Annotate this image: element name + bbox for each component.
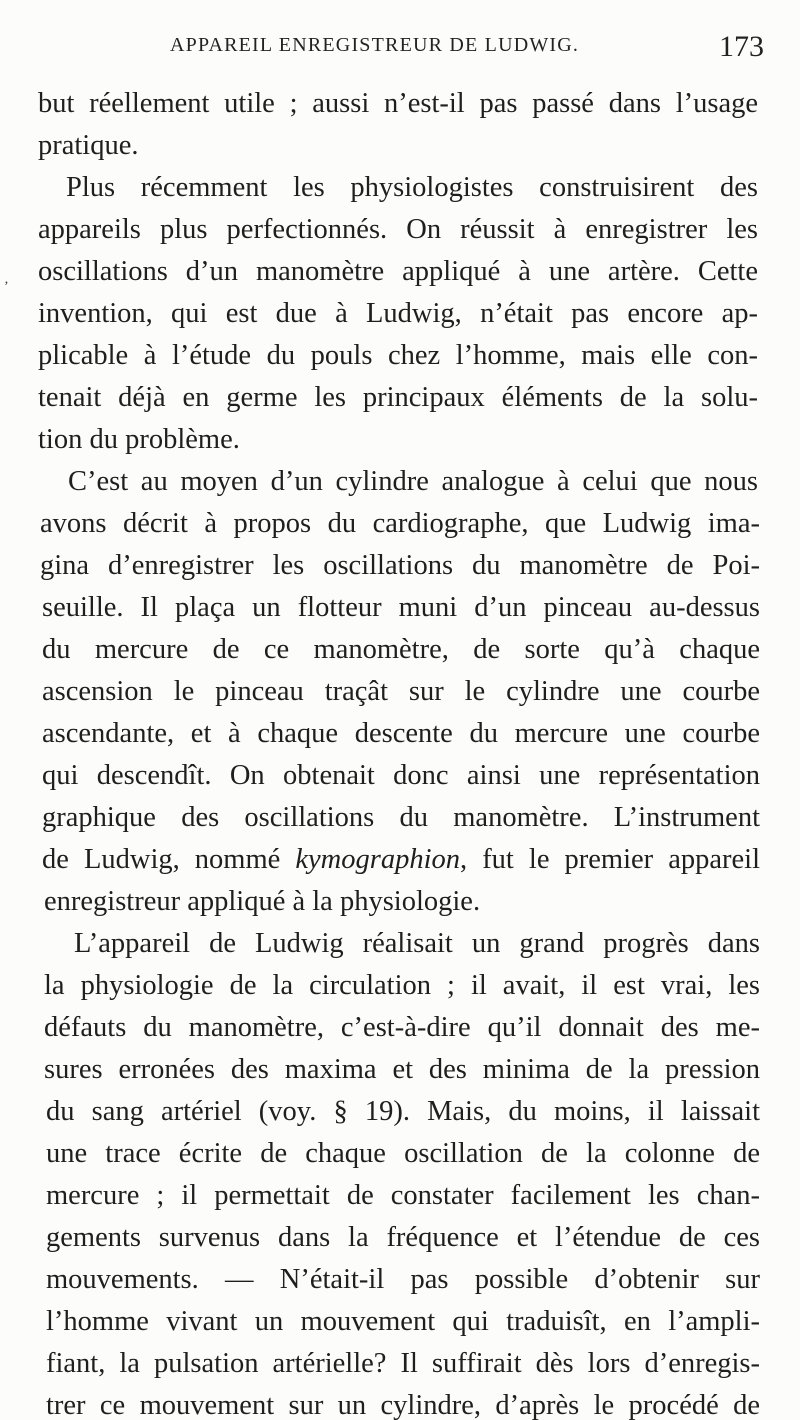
- text-line: but réellement utile ; aussi n’est-il pas passé dans l’usage: [38, 88, 758, 119]
- text-line: appareils plus perfectionnés. On réussit à enregistrer les: [38, 214, 758, 245]
- text-line: du mercure de ce manomètre, de sorte qu’à chaque: [42, 634, 760, 665]
- text-line: avons décrit à propos du cardiographe, que Ludwig ima-: [40, 508, 760, 539]
- text-line: défauts du manomètre, c’est-à-dire qu’il donnait des me-: [44, 1012, 760, 1043]
- text-line: tion du problème.: [38, 424, 240, 455]
- text-line: Plus récemment les physiologistes construisirent des: [66, 172, 758, 203]
- text-line: gements survenus dans la fréquence et l’étendue de ces: [46, 1222, 760, 1253]
- text-segment: de Ludwig, nommé: [42, 844, 296, 875]
- text-line: fiant, la pulsation artérielle? Il suffirait dès lors d’enregis-: [46, 1348, 760, 1379]
- text-segment: , fut le premier appareil: [460, 844, 760, 875]
- text-line: invention, qui est due à Ludwig, n’était pas encore ap-: [38, 298, 758, 329]
- text-line: la physiologie de la circulation ; il avait, il est vrai, les: [44, 970, 760, 1001]
- text-line: gina d’enregistrer les oscillations du manomètre de Poi-: [40, 550, 760, 581]
- text-line: graphique des oscillations du manomètre. L’instrument: [42, 802, 760, 833]
- text-line: trer ce mouvement sur un cylindre, d’après le procédé de: [46, 1390, 760, 1420]
- text-line: qui descendît. On obtenait donc ainsi une représentation: [42, 760, 760, 791]
- text-line: mouvements. — N’était-il pas possible d’obtenir sur: [46, 1264, 760, 1295]
- running-head: [40, 30, 770, 74]
- text-line: l’homme vivant un mouvement qui traduisît, en l’ampli-: [46, 1306, 760, 1337]
- text-line: sures erronées des maxima et des minima de la pression: [44, 1054, 760, 1085]
- text-line: oscillations d’un manomètre appliqué à une artère. Cette: [38, 256, 758, 287]
- text-line: C’est au moyen d’un cylindre analogue à celui que nous: [68, 466, 758, 497]
- text-line: ascendante, et à chaque descente du mercure une courbe: [42, 718, 760, 749]
- text-line: mercure ; il permettait de constater facilement les chan-: [46, 1180, 760, 1211]
- text-line: [42, 840, 760, 880]
- text-line: pratique.: [38, 130, 139, 161]
- text-line: plicable à l’étude du pouls chez l’homme, mais elle con-: [38, 340, 758, 371]
- margin-mark: ‚: [4, 272, 9, 287]
- text-line: seuille. Il plaça un flotteur muni d’un pinceau au-dessus: [42, 592, 760, 623]
- text-line: une trace écrite de chaque oscillation de la colonne de: [46, 1138, 760, 1169]
- page-number: 173: [719, 30, 764, 63]
- italic-term: kymographion: [295, 844, 460, 875]
- running-title: APPAREIL ENREGISTREUR DE LUDWIG.: [170, 34, 580, 56]
- text-line: du sang artériel (voy. § 19). Mais, du moins, il laissait: [46, 1096, 760, 1127]
- text-line: tenait déjà en germe les principaux éléments de la solu-: [38, 382, 758, 413]
- text-line: ascension le pinceau traçât sur le cylindre une courbe: [42, 676, 760, 707]
- text-line: enregistreur appliqué à la physiologie.: [44, 886, 481, 917]
- text-line: L’appareil de Ludwig réalisait un grand progrès dans: [74, 928, 760, 959]
